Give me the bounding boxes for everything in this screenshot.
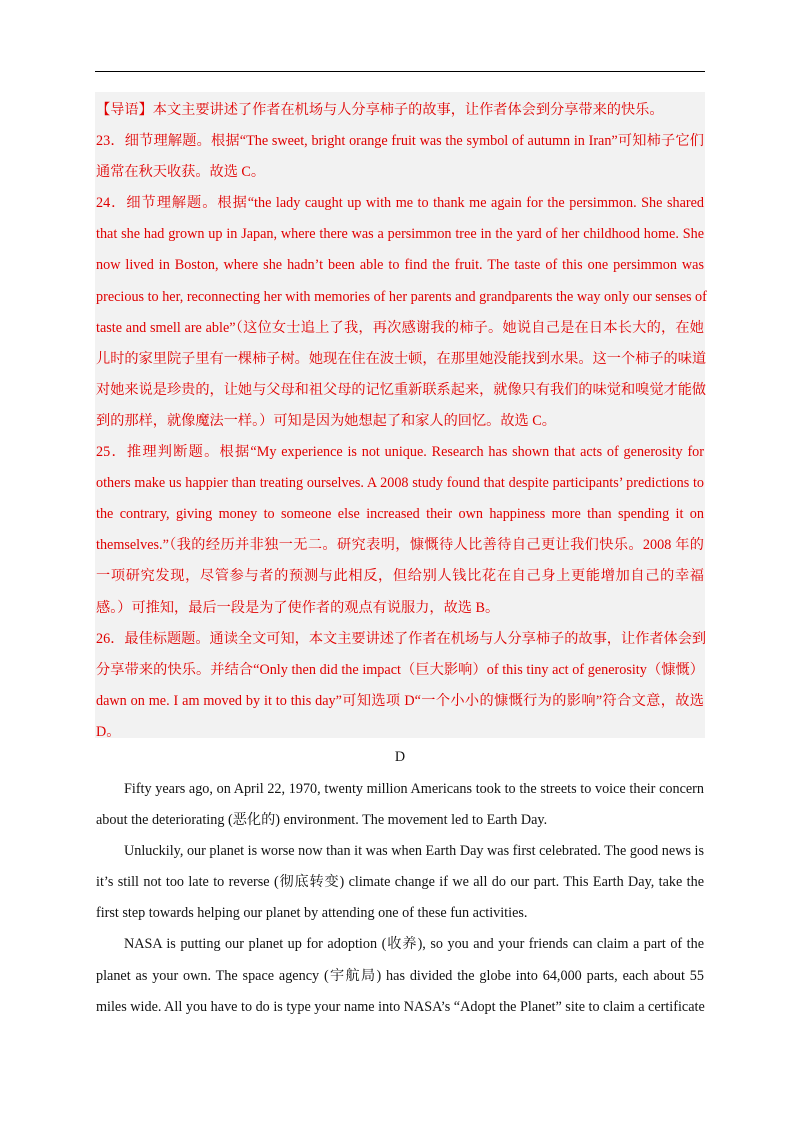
passage-line: NASA is putting our planet up for adoption (收养), so you and your friends can claim a part of the <box>124 936 704 953</box>
answer-25-line: the contrary, giving money to someone else increased their own happiness more than spending it on <box>96 506 704 523</box>
answer-26-line: 26．最佳标题题。通读全文可知，本文主要讲述了作者在机场与人分享柿子的故事，让作者体会到 <box>96 630 707 647</box>
answer-explanations <box>96 95 707 748</box>
reading-passage <box>96 774 704 1023</box>
passage-line: miles wide. All you have to do is type your name into NASA’s “Adopt the Planet” site to claim a certificate <box>96 998 705 1015</box>
answer-23 <box>96 126 704 188</box>
answer-24-line: 儿时的家里院子里有一棵柿子树。她现在住在波士顿，在那里她没能找到水果。这一个柿子的味道 <box>96 350 707 367</box>
answer-25 <box>96 437 704 624</box>
passage-line: first step towards helping our planet by attending one of these fun activities. <box>96 905 528 922</box>
passage-line: Unluckily, our planet is worse now than it was when Earth Day was first celebrated. The good news is <box>124 843 704 860</box>
answer-25-line: themselves.”（我的经历并非独一无二。研究表明，慷慨待人比善待自己更让我们快乐。2008 年的 <box>96 537 704 554</box>
passage-line: Fifty years ago, on April 22, 1970, twenty million Americans took to the streets to voice their concern <box>124 781 704 797</box>
answer-23-line: 通常在秋天收获。故选 C。 <box>96 164 266 181</box>
answer-26-line: D。 <box>96 723 121 740</box>
intro-text: 本文主要讲述了作者在机场与人分享柿子的故事，让作者体会到分享带来的快乐。 <box>152 102 664 118</box>
answer-24 <box>96 188 707 437</box>
answer-25-line: 25．推理判断题。根据“My experience is not unique. Research has shown that acts of generosity for <box>96 444 704 461</box>
passage-line: it’s still not too late to reverse (彻底转变) climate change if we all do our part. This Earth Day, take the <box>96 874 704 891</box>
answer-25-line: others make us happier than treating ourselves. A 2008 study found that despite participants’ predictions to <box>96 475 704 492</box>
answer-24-line: taste and smell are able”（这位女士追上了我，再次感谢我的柿子。她说自己是在日本长大的，在她 <box>96 319 704 336</box>
header-rule <box>95 71 705 72</box>
passage-paragraph <box>96 929 704 1022</box>
answer-23-line: 23．细节理解题。根据“The sweet, bright orange fruit was the symbol of autumn in Iran”可知柿子它们 <box>96 133 704 150</box>
answer-24-line: now lived in Boston, where she hadn’t been able to find the fruit. The taste of this one persimmon was <box>96 257 704 274</box>
intro-label: 【导语】 <box>96 102 153 118</box>
answer-25-line: 一项研究发现，尽管参与者的预测与此相反，但给别人钱比花在自己身上更能增加自己的幸福 <box>96 568 704 585</box>
passage-line: about the deteriorating (恶化的) environment. The movement led to Earth Day. <box>96 812 548 829</box>
answer-24-line: 24．细节理解题。根据“the lady caught up with me to thank me again for the persimmon. She shared <box>96 195 704 212</box>
answer-26 <box>96 624 707 748</box>
answer-26-line: 分享带来的快乐。并结合“Only then did the impact（巨大影响）of this tiny act of generosity（慷慨） <box>96 661 704 678</box>
passage-paragraph <box>96 774 704 836</box>
intro-line <box>96 95 704 126</box>
section-heading: D <box>394 749 406 765</box>
answer-25-line: 感。）可推知，最后一段是为了使作者的观点有说服力，故选 B。 <box>96 599 500 616</box>
answer-24-line: precious to her, reconnecting her with memories of her parents and grandparents the way only our senses of <box>96 288 707 305</box>
answer-24-line: that she had grown up in Japan, where there was a persimmon tree in the yard of her childhood home. She <box>96 226 704 243</box>
passage-paragraph <box>96 836 704 929</box>
passage-line: planet as your own. The space agency (宇航局) has divided the globe into 64,000 parts, each about 55 <box>96 967 704 984</box>
answer-24-line: 对她来说是珍贵的，让她与父母和祖父母的记忆重新联系起来，就像只有我们的味觉和嗅觉才能做 <box>96 381 707 398</box>
answer-24-line: 到的那样，就像魔法一样。）可知是因为她想起了和家人的回忆。故选 C。 <box>96 412 556 429</box>
intro-paragraph <box>96 95 704 126</box>
answer-26-line: dawn on me. I am moved by it to this day”可知选项 D“一个小小的慷慨行为的影响”符合文意，故选 <box>96 692 704 709</box>
